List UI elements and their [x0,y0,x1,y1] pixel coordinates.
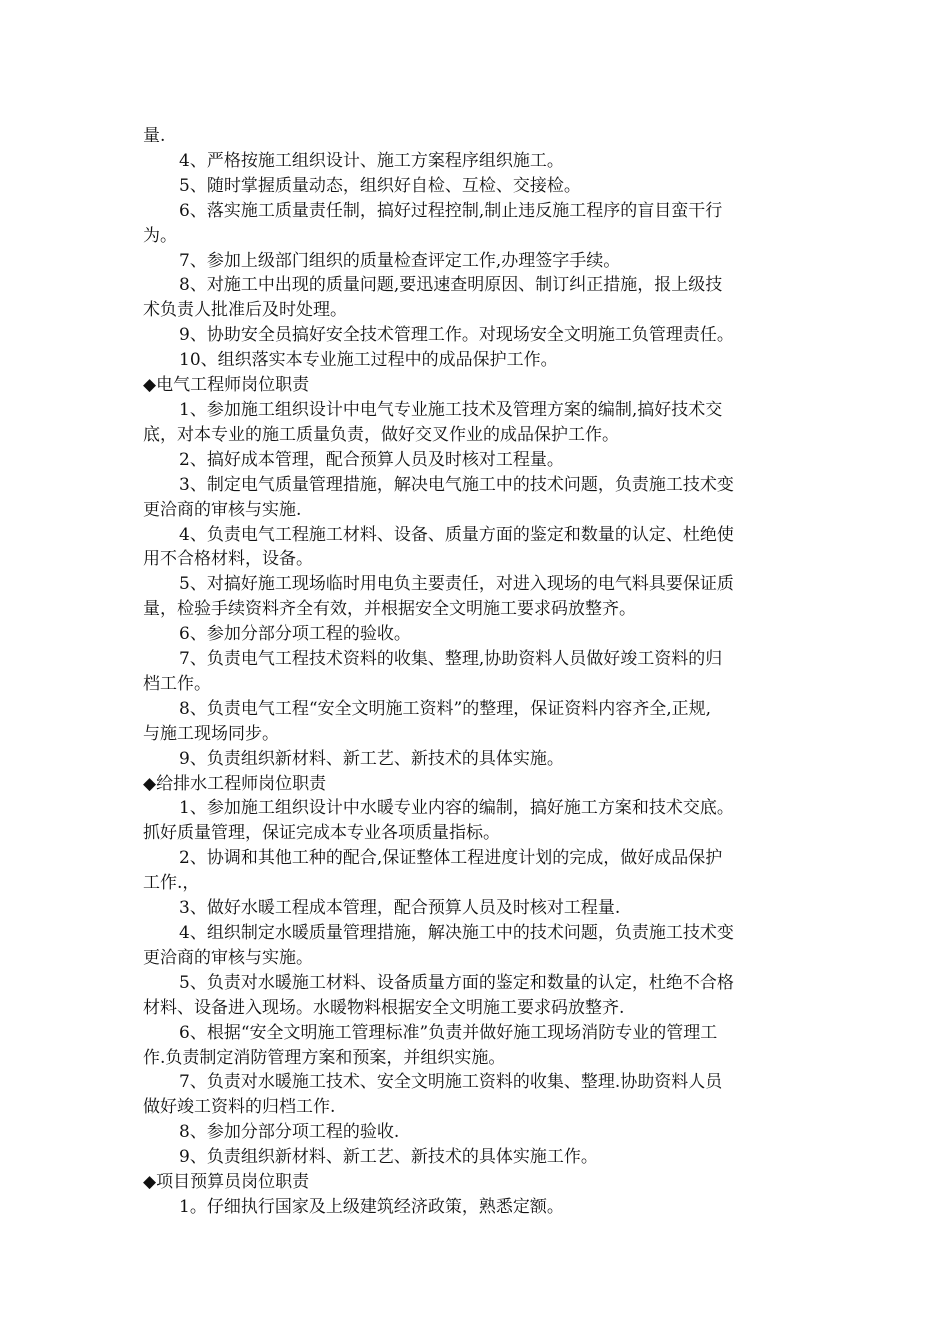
text-line: 更洽商的审核与实施. [143,499,302,520]
text-line: 更洽商的审核与实施。 [143,947,313,968]
text-line: 9、协助安全员搞好安全技术管理工作。对现场安全文明施工负管理责任。 [179,325,734,346]
text-line: 7、负责电气工程技术资料的收集、整理,协助资料人员做好竣工资料的归 [179,649,723,670]
text-line: 术负责人批准后及时处理。 [143,300,347,321]
text-line: 做好竣工资料的归档工作. [143,1097,336,1118]
text-line: 9、负责组织新材料、新工艺、新技术的具体实施工作。 [179,1147,598,1168]
text-line: 1、参加施工组织设计中电气专业施工技术及管理方案的编制,搞好技术交 [179,399,723,420]
text-line: 材料、设备进入现场。水暖物料根据安全文明施工要求码放整齐. [143,997,625,1018]
text-line: 3、制定电气质量管理措施，解决电气施工中的技术问题，负责施工技术变 [179,474,734,495]
text-line: 1、参加施工组织设计中水暖专业内容的编制，搞好施工方案和技术交底。 [179,798,734,819]
text-line: 8、对施工中出现的质量问题,要迅速查明原因、制订纠正措施，报上级技 [179,275,723,296]
text-line: 1。仔细执行国家及上级建筑经济政策，熟悉定额。 [179,1196,564,1217]
text-line: 量. [143,126,166,146]
document-page [143,124,809,1220]
text-line: 2、协调和其他工种的配合,保证整体工程进度计划的完成，做好成品保护 [179,848,723,869]
text-line: 9、负责组织新材料、新工艺、新技术的具体实施。 [179,748,564,769]
text-line: 3、做好水暖工程成本管理，配合预算人员及时核对工程量. [179,898,621,919]
text-line: 5、对搞好施工现场临时用电负主要责任，对进入现场的电气料具要保证质 [179,574,734,595]
text-line: 量，检验手续资料齐全有效，并根据安全文明施工要求码放整齐。 [143,599,636,620]
section-heading: ◆项目预算员岗位职责 [143,1172,310,1193]
text-line: 工作.， [143,873,200,894]
text-line: 6、参加分部分项工程的验收。 [179,624,411,645]
text-line: 4、组织制定水暖质量管理措施，解决施工中的技术问题，负责施工技术变 [179,923,734,943]
text-line: 7、负责对水暖施工技术、安全文明施工资料的收集、整理.协助资料人员 [179,1072,723,1093]
text-line: 抓好质量管理，保证完成本专业各项质量指标。 [143,823,500,844]
text-line: 为。 [143,225,177,246]
text-line: 作.负责制定消防管理方案和预案，并组织实施。 [143,1047,506,1068]
text-line: 5、负责对水暖施工材料、设备质量方面的鉴定和数量的认定，杜绝不合格 [179,972,734,993]
section-heading: ◆电气工程师岗位职责 [143,375,310,396]
text-line: 6、落实施工质量责任制，搞好过程控制,制止违反施工程序的盲目蛮干行 [179,200,723,221]
text-line: 7、参加上级部门组织的质量检查评定工作,办理签字手续。 [179,250,621,271]
text-line: 与施工现场同步。 [143,723,279,744]
text-line: 10、组织落实本专业施工过程中的成品保护工作。 [179,350,558,371]
text-line: 用不合格材料，设备。 [143,549,313,570]
text-line: 5、随时掌握质量动态，组织好自检、互检、交接检。 [179,175,581,196]
text-line: 8、负责电气工程“安全文明施工资料”的整理，保证资料内容齐全,正规, [179,698,712,719]
text-line: 4、负责电气工程施工材料、设备、质量方面的鉴定和数量的认定、杜绝使 [179,524,734,545]
text-line: 底，对本专业的施工质量负责，做好交叉作业的成品保护工作。 [143,424,619,445]
text-line: 档工作。 [143,673,211,694]
section-heading: ◆给排水工程师岗位职责 [143,773,327,794]
text-line: 2、搞好成本管理，配合预算人员及时核对工程量。 [179,449,564,470]
text-line: 6、根据“安全文明施工管理标准”负责并做好施工现场消防专业的管理工 [179,1022,718,1043]
text-line: 8、参加分部分项工程的验收. [179,1122,400,1143]
text-line: 4、严格按施工组织设计、施工方案程序组织施工。 [179,150,564,171]
